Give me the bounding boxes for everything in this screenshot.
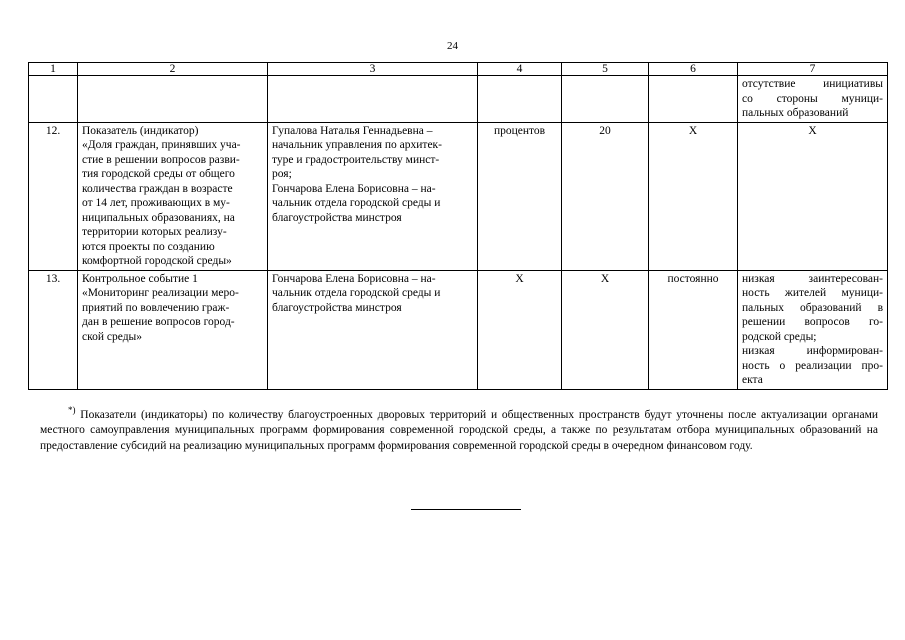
text-line: чальник отдела городской среды и [272, 197, 441, 209]
table-row-12 [29, 122, 888, 270]
responsible-cell [268, 270, 478, 389]
text-line: «Доля граждан, принявших уча- [82, 139, 241, 151]
text-line: Показатель (индикатор) [82, 124, 199, 137]
continuation-row [29, 76, 888, 123]
risks-cell [738, 122, 888, 270]
header-col-4: 4 [478, 63, 562, 76]
period-cell: Х [649, 122, 738, 270]
header-col-5: 5 [562, 63, 649, 76]
unit-cell: Х [478, 270, 562, 389]
text-line: ность о реализации про- [742, 359, 883, 372]
separator-line [411, 509, 521, 510]
text-line: Гончарова Елена Борисовна – на- [272, 182, 436, 195]
text-line: со стороны муници- [742, 92, 883, 105]
table-row-13 [29, 270, 888, 389]
text-line: родской среды; [742, 330, 817, 343]
text-line: тия городской среды от общего [82, 168, 235, 180]
row-number: 12. [29, 122, 78, 270]
text-line: ются проекты по созданию [82, 240, 215, 253]
text-line: территории которых реализу- [82, 226, 227, 238]
text-line: начальник управления по архитек- [272, 139, 442, 151]
page-number: 24 [447, 40, 458, 52]
text-line: Х [808, 124, 817, 137]
cont-cell-5 [562, 76, 649, 123]
text-line: решении вопросов го- [742, 316, 883, 328]
cont-cell-6 [649, 76, 738, 123]
footnote-text: Показатели (индикаторы) по количеству благоустроенных дворовых территорий и общественных пространств будут уточнены после актуализации органами местного самоуправления муниципальных программ формирования современной городской среды, а также по результатам отбора муниципальных образований на предоставление субсидий на реализацию муниципальных программ формирования современной городской среды в очередном финансовом году. [40, 408, 878, 452]
header-col-6: 6 [649, 63, 738, 76]
text-line: отсутствие инициативы [742, 78, 883, 90]
text-line: пальных образований в [742, 301, 883, 314]
indicator-name-cell [78, 270, 268, 389]
text-line: комфортной городской среды» [82, 255, 232, 267]
text-line: «Мониторинг реализации меро- [82, 287, 239, 299]
text-line: пальных образований [742, 107, 849, 119]
text-line: чальник отдела городской среды и [272, 287, 441, 299]
header-col-2: 2 [78, 63, 268, 76]
text-line: ность жителей муници- [742, 287, 883, 299]
value-cell: Х [562, 270, 649, 389]
text-line: Гупалова Наталья Геннадьевна – [272, 124, 433, 137]
text-line: екта [742, 374, 763, 386]
header-col-7: 7 [738, 63, 888, 76]
text-line: низкая заинтересован- [742, 272, 883, 285]
period-cell: постоянно [649, 270, 738, 389]
cont-cell-3 [268, 76, 478, 123]
text-line: Гончарова Елена Борисовна – на- [272, 272, 436, 285]
header-col-1: 1 [29, 63, 78, 76]
text-line: стие в решении вопросов разви- [82, 153, 240, 166]
text-line: роя; [272, 168, 292, 180]
cont-cell-1 [29, 76, 78, 123]
text-line: приятий по вовлечению граж- [82, 301, 230, 314]
cont-cell-4 [478, 76, 562, 123]
text-line: низкая информирован- [742, 345, 883, 357]
cont-cell-risks [738, 76, 888, 123]
indicators-table [28, 62, 888, 390]
unit-cell: процентов [478, 122, 562, 270]
text-line: благоустройства минстроя [272, 301, 402, 314]
text-line: дан в решение вопросов город- [82, 316, 235, 328]
text-line: ской среды» [82, 330, 143, 343]
text-line: благоустройства минстроя [272, 211, 402, 224]
risks-cell [738, 270, 888, 389]
header-col-3: 3 [268, 63, 478, 76]
text-line: количества граждан в возрасте [82, 182, 233, 195]
text-line: ниципальных образованиях, на [82, 211, 235, 224]
text-line: от 14 лет, проживающих в му- [82, 197, 230, 209]
responsible-cell [268, 122, 478, 270]
value-cell: 20 [562, 122, 649, 270]
indicator-name-cell [78, 122, 268, 270]
footnote [40, 403, 878, 454]
text-line: Контрольное событие 1 [82, 272, 198, 285]
header-row [29, 63, 888, 76]
footnote-marker: *) [68, 405, 76, 415]
cont-cell-2 [78, 76, 268, 123]
text-line: туре и градостроительству минст- [272, 153, 440, 166]
row-number: 13. [29, 270, 78, 389]
